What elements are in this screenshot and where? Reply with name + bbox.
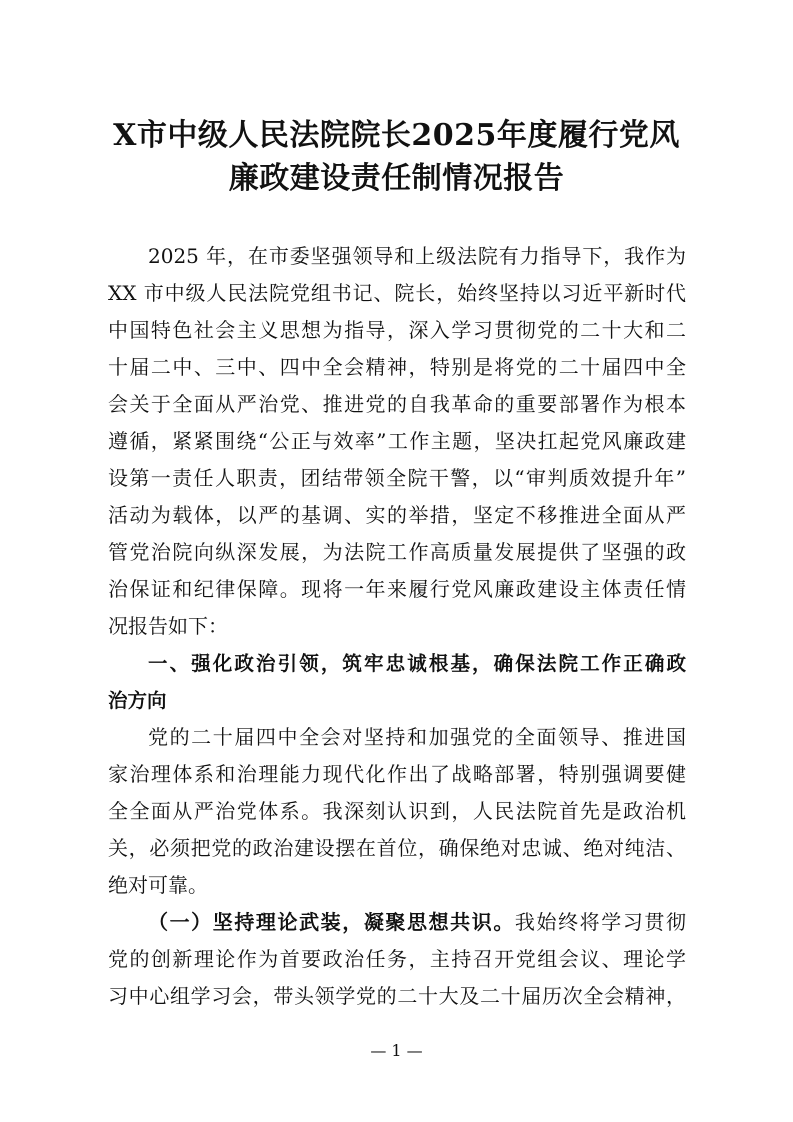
intro-paragraph-line: XX 市中级人民法院党组书记、院长，始终坚持以习近平新时代	[108, 281, 686, 305]
subsection-1-heading: （一）坚持理论武装，凝聚思想共识。	[148, 910, 515, 934]
subsection-1-text-start: 我始终将学习贯彻	[514, 910, 686, 934]
subsection-1-paragraph-line: 党的创新理论作为首要政治任务，主持召开党组会议、理论学	[108, 947, 686, 971]
intro-paragraph-line: 设第一责任人职责，团结带领全院干警，以“审判质效提升年”	[108, 466, 686, 490]
section-1-heading-line-1: 一、强化政治引领，筑牢忠诚根基，确保法院工作正确政	[148, 652, 686, 675]
intro-paragraph-line: 遵循，紧紧围绕“公正与效率”工作主题，坚决扛起党风廉政建	[108, 429, 686, 453]
intro-paragraph-line: 中国特色社会主义思想为指导，深入学习贯彻党的二十大和二	[108, 318, 686, 342]
intro-paragraph-line: 2025 年，在市委坚强领导和上级法院有力指导下，我作为	[148, 244, 686, 268]
intro-paragraph-line: 会关于全面从严治党、推进党的自我革命的重要部署作为根本	[108, 392, 686, 416]
section-1-paragraph-line: 关，必须把党的政治建设摆在首位，确保绝对忠诚、绝对纯洁、	[108, 836, 686, 860]
intro-paragraph-line: 活动为载体，以严的基调、实的举措，坚定不移推进全面从严	[108, 503, 686, 527]
intro-paragraph-line: 治保证和纪律保障。现将一年来履行党风廉政建设主体责任情	[108, 577, 686, 601]
intro-paragraph-line: 况报告如下：	[108, 614, 228, 638]
intro-paragraph-line: 管党治院向纵深发展，为法院工作高质量发展提供了坚强的政	[108, 540, 686, 564]
subsection-1-first-line	[148, 904, 686, 941]
section-1-paragraph-line: 党的二十届四中全会对坚持和加强党的全面领导、推进国	[148, 725, 686, 749]
subsection-1-paragraph-line: 习中心组学习会，带头领学党的二十大及二十届历次全会精神，	[108, 984, 686, 1008]
section-1-paragraph-line: 家治理体系和治理能力现代化作出了战略部署，特别强调要健	[108, 762, 686, 786]
section-1-heading-line-2: 治方向	[108, 689, 167, 712]
section-1-paragraph-line: 绝对可靠。	[108, 873, 208, 897]
page-number: — 1 —	[370, 1041, 423, 1060]
document-title-line-2: 廉政建设责任制情况报告	[228, 161, 565, 196]
section-1-paragraph-line: 全全面从严治党体系。我深刻认识到，人民法院首先是政治机	[108, 799, 686, 823]
document-title-line-1: X市中级人民法院院长2025年度履行党风	[113, 118, 680, 153]
intro-paragraph-line: 十届二中、三中、四中全会精神，特别是将党的二十届四中全	[108, 355, 686, 379]
